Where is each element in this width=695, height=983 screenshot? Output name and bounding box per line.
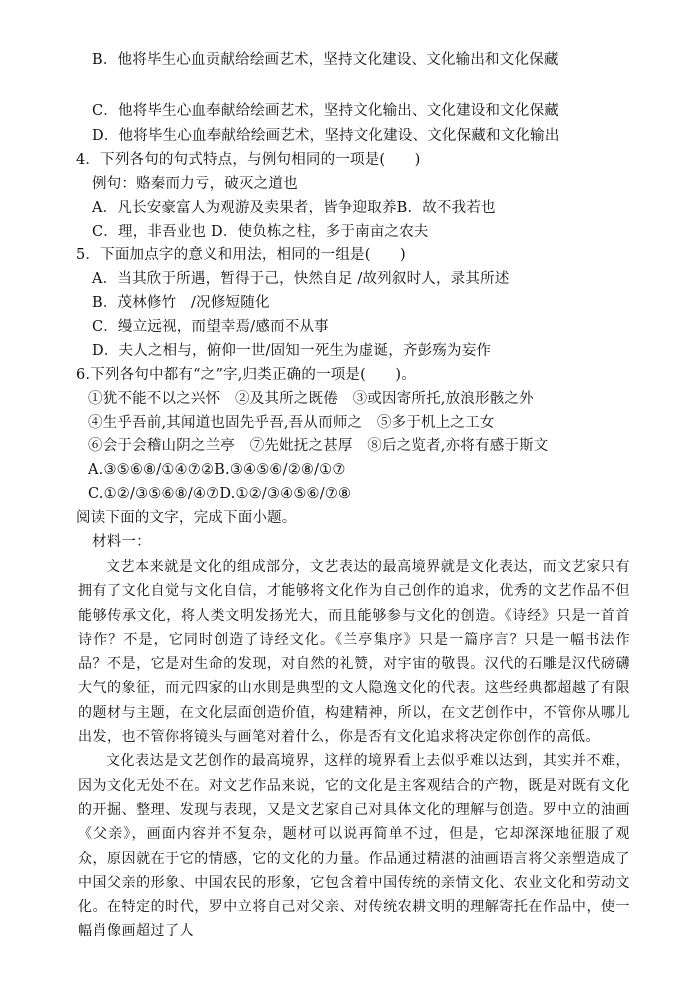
q6-stem: 6.下列各句中都有“之”字,归类正确的一项是( )。 xyxy=(76,367,416,383)
article-body xyxy=(78,555,630,944)
q6-items-row-3: ⑥会于会稽山阴之兰亭 ⑦先妣抚之甚厚 ⑧后之览者,亦将有感于斯文 xyxy=(88,438,549,454)
q3-option-d: D．他将毕生心血奉献给绘画艺术，坚持文化建设、文化保藏和文化输出 xyxy=(92,128,560,144)
q6-items-row-1: ①犹不能不以之兴怀 ②及其所之既倦 ③或因寄所托,放浪形骸之外 xyxy=(88,391,534,407)
reading-instruction: 阅读下面的文字，完成下面小题。 xyxy=(76,510,297,526)
q4-option-cd: C．理，非吾业也 D．使负栋之柱，多于南亩之农夫 xyxy=(92,224,429,240)
q5-option-c: C．缦立远视，而望幸焉/感而不从事 xyxy=(92,319,329,335)
article-paragraph-2: 文化表达是文艺创作的最高境界，这样的境界看上去似乎难以达到，其实并不难，因为文化无处不在。对文艺作品来说，它的文化是主客观结合的产物，既是对既有文化的开掘、整理、发现与表现，又是文艺家自己对具体文化的理解与创造。罗中立的油画《父亲》，画面内容并不复杂，题材可以说再简单不过，但是，它却深深地征服了观众，原因就在于它的情感，它的文化的力量。作品通过精湛的油画语言将父亲塑造成了中国父亲的形象、中国农民的形象，它包含着中国传统的亲情文化、农业文化和劳动文化。在特定的时代，罗中立将自己对父亲、对传统农耕文明的理解寄托在作品中，使一幅肖像画超过了人 xyxy=(78,753,630,940)
q3-option-b: B．他将毕生心血贡献给绘画艺术，坚持文化建设、文化输出和文化保藏 xyxy=(92,52,559,68)
q5-option-d: D．夫人之相与，俯仰一世/固知一死生为虚诞，齐彭殇为妄作 xyxy=(92,343,492,359)
q6-option-cd: C.①②/③⑤⑥⑧/④⑦D.①②/③④⑤⑥/⑦⑧ xyxy=(88,486,352,502)
q3-option-c: C．他将毕生心血奉献给绘画艺术，坚持文化输出、文化建设和文化保藏 xyxy=(92,103,559,119)
q6-items-row-2: ④生乎吾前,其闻道也固先乎吾,吾从而师之 ⑤多于机上之工女 xyxy=(88,415,495,431)
q4-example: 例句：赂秦而力亏，破灭之道也 xyxy=(92,176,298,192)
q5-stem: 5．下面加点字的意义和用法，相同的一组是( ) xyxy=(76,247,406,263)
q5-option-b: B．茂林修竹 /况修短随化 xyxy=(92,295,270,311)
article-paragraph-1: 文艺本来就是文化的组成部分，文艺表达的最高境界就是文化表达，而文艺家只有拥有了文化自觉与文化自信，才能够将文化作为自己创作的追求，优秀的文艺作品不但能够传承文化，将人类文明发扬光大，而且能够参与文化的创造。《诗经》只是一首首诗作？不是，它同时创造了诗经文化。《兰亭集序》只是一篇序言？只是一幅书法作品？不是，它是对生命的发现，对自然的礼赞，对宇宙的敬畏。汉代的石雕是汉代磅礴大气的象征，而元四家的山水則是典型的文人隐逸文化的代表。这些经典都超越了有限的题材与主题，在文化层面创造价值，构建精神，所以，在文艺创作中，不管你从哪儿出发，也不管你将镜头与画笔对着什么，你是否有文化追求将决定你创作的高低。 xyxy=(78,559,630,746)
q4-option-ab: A．凡长安豪富人为观游及卖果者，皆争迎取养B．故不我若也 xyxy=(92,200,496,216)
q6-option-ab: A.③⑤⑥⑧/①④⑦②B.③④⑤⑥/②⑧/①⑦ xyxy=(88,462,346,478)
q5-option-a: A．当其欣于所遇，暂得于己，快然自足 /故列叙时人，录其所述 xyxy=(92,271,510,287)
q4-stem: 4．下列各句的句式特点，与例句相同的一项是( ) xyxy=(76,152,421,168)
material-label: 材料一： xyxy=(92,534,151,550)
